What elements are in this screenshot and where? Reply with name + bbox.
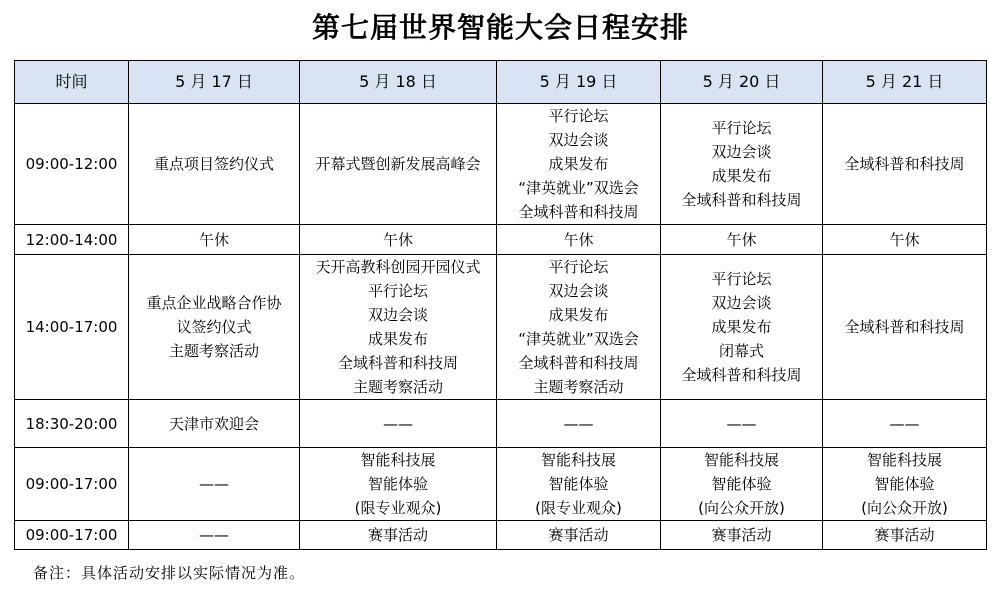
event-text: “津英就业”双选会: [518, 330, 639, 348]
schedule-cell: [129, 225, 300, 255]
event-text: 午休: [889, 230, 920, 249]
schedule-cell: [823, 104, 987, 225]
schedule-cell: [823, 225, 987, 255]
event-text: ——: [199, 475, 229, 493]
schedule-cell: [497, 104, 661, 225]
schedule-cell: [300, 521, 497, 550]
schedule-cell: [300, 255, 497, 400]
schedule-cell: [497, 448, 661, 521]
time-cell: 09:00-17:00: [15, 521, 129, 550]
event-text: 双边会谈: [711, 143, 772, 161]
schedule-table: [14, 60, 987, 550]
time-cell: 09:00-12:00: [15, 104, 129, 225]
event-text: 智能科技展: [703, 451, 779, 469]
event-text: 午休: [726, 230, 757, 249]
event-text: 平行论坛: [711, 119, 772, 137]
header-may-19: 5 月 19 日: [497, 61, 661, 104]
time-cell: 14:00-17:00: [15, 255, 129, 400]
event-text: 全域科普和科技周: [844, 155, 965, 173]
event-text: 主题考察活动: [533, 378, 624, 396]
table-row: [15, 104, 987, 225]
table-row: [15, 400, 987, 448]
schedule-cell: [661, 400, 823, 448]
event-text: 赛事活动: [711, 526, 772, 544]
event-text: 智能体验: [548, 475, 609, 493]
time-cell: 18:30-20:00: [15, 400, 129, 448]
event-text: 主题考察活动: [168, 342, 259, 360]
event-text: 全域科普和科技周: [844, 318, 965, 336]
schedule-cell: [129, 104, 300, 225]
event-text: 成果发布: [711, 167, 772, 185]
table-row: [15, 521, 987, 550]
event-text: (限专业观众): [354, 499, 442, 517]
schedule-cell: [661, 521, 823, 550]
header-may-18: 5 月 18 日: [300, 61, 497, 104]
schedule-cell: [129, 255, 300, 400]
header-time: 时间: [15, 61, 129, 104]
schedule-cell: [823, 448, 987, 521]
event-text: 平行论坛: [711, 270, 772, 288]
schedule-cell: [661, 448, 823, 521]
event-text: 平行论坛: [548, 107, 609, 125]
event-text: 智能科技展: [866, 451, 942, 469]
event-text: (向公众开放): [861, 499, 948, 517]
event-text: 全域科普和科技周: [337, 354, 458, 372]
event-text: ——: [383, 414, 413, 433]
schedule-cell: [300, 400, 497, 448]
header-may-21: 5 月 21 日: [823, 61, 987, 104]
event-text: 平行论坛: [548, 258, 609, 276]
schedule-cell: [497, 521, 661, 550]
header-may-20: 5 月 20 日: [661, 61, 823, 104]
event-text: 赛事活动: [874, 526, 935, 544]
event-text: 天津市欢迎会: [168, 414, 259, 433]
event-text: 双边会谈: [711, 294, 772, 312]
event-text: 双边会谈: [548, 282, 609, 300]
event-text: 双边会谈: [367, 306, 428, 324]
event-text: 智能体验: [874, 475, 935, 493]
time-cell: 09:00-17:00: [15, 448, 129, 521]
schedule-cell: [823, 255, 987, 400]
event-text: 智能科技展: [540, 451, 616, 469]
event-text: 双边会谈: [548, 131, 609, 149]
event-text: 智能体验: [367, 475, 428, 493]
table-row: [15, 448, 987, 521]
event-text: 成果发布: [367, 330, 428, 348]
schedule-cell: [129, 400, 300, 448]
page-title: 第七届世界智能大会日程安排: [311, 11, 689, 44]
event-text: ——: [199, 526, 229, 544]
event-text: 重点项目签约仪式: [153, 155, 274, 173]
event-text: “津英就业”双选会: [518, 179, 639, 197]
event-text: 成果发布: [548, 306, 609, 324]
event-text: 午休: [563, 230, 594, 249]
schedule-cell: [300, 225, 497, 255]
schedule-cell: [661, 104, 823, 225]
event-text: 全域科普和科技周: [681, 191, 802, 209]
event-text: 全域科普和科技周: [518, 203, 639, 221]
schedule-cell: [497, 255, 661, 400]
schedule-cell: [823, 400, 987, 448]
event-text: 闭幕式: [718, 342, 764, 360]
event-text: (限专业观众): [535, 499, 622, 517]
event-text: 天开高教科创园开园仪式: [315, 258, 481, 276]
event-text: ——: [726, 414, 757, 433]
event-text: 赛事活动: [548, 526, 609, 544]
event-text: 成果发布: [711, 318, 772, 336]
event-text: 赛事活动: [367, 526, 428, 544]
schedule-cell: [300, 448, 497, 521]
schedule-cell: [823, 521, 987, 550]
event-text: 智能体验: [711, 475, 772, 493]
event-text: 智能科技展: [360, 451, 436, 469]
schedule-cell: [129, 448, 300, 521]
event-text: ——: [889, 414, 920, 433]
table-row: [15, 255, 987, 400]
header-may-17: 5 月 17 日: [129, 61, 300, 104]
event-text: 主题考察活动: [352, 378, 443, 396]
event-text: 全域科普和科技周: [518, 354, 639, 372]
event-text: 重点企业战略合作协: [146, 294, 282, 312]
event-text: 午休: [198, 230, 229, 249]
event-text: 议签约仪式: [176, 318, 252, 336]
schedule-cell: [497, 225, 661, 255]
schedule-cell: [497, 400, 661, 448]
event-text: (向公众开放): [698, 499, 785, 517]
header-row: [15, 61, 987, 104]
event-text: 开幕式暨创新发展高峰会: [315, 155, 481, 173]
event-text: ——: [563, 414, 594, 433]
schedule-cell: [300, 104, 497, 225]
event-text: 全域科普和科技周: [681, 366, 802, 384]
table-row: [15, 225, 987, 255]
event-text: 平行论坛: [367, 282, 428, 300]
event-text: 午休: [382, 230, 413, 249]
schedule-cell: [661, 255, 823, 400]
schedule-cell: [661, 225, 823, 255]
schedule-cell: [129, 521, 300, 550]
event-text: 成果发布: [548, 155, 609, 173]
time-cell: 12:00-14:00: [15, 225, 129, 255]
footnote: 备注：具体活动安排以实际情况为准。: [33, 564, 306, 582]
